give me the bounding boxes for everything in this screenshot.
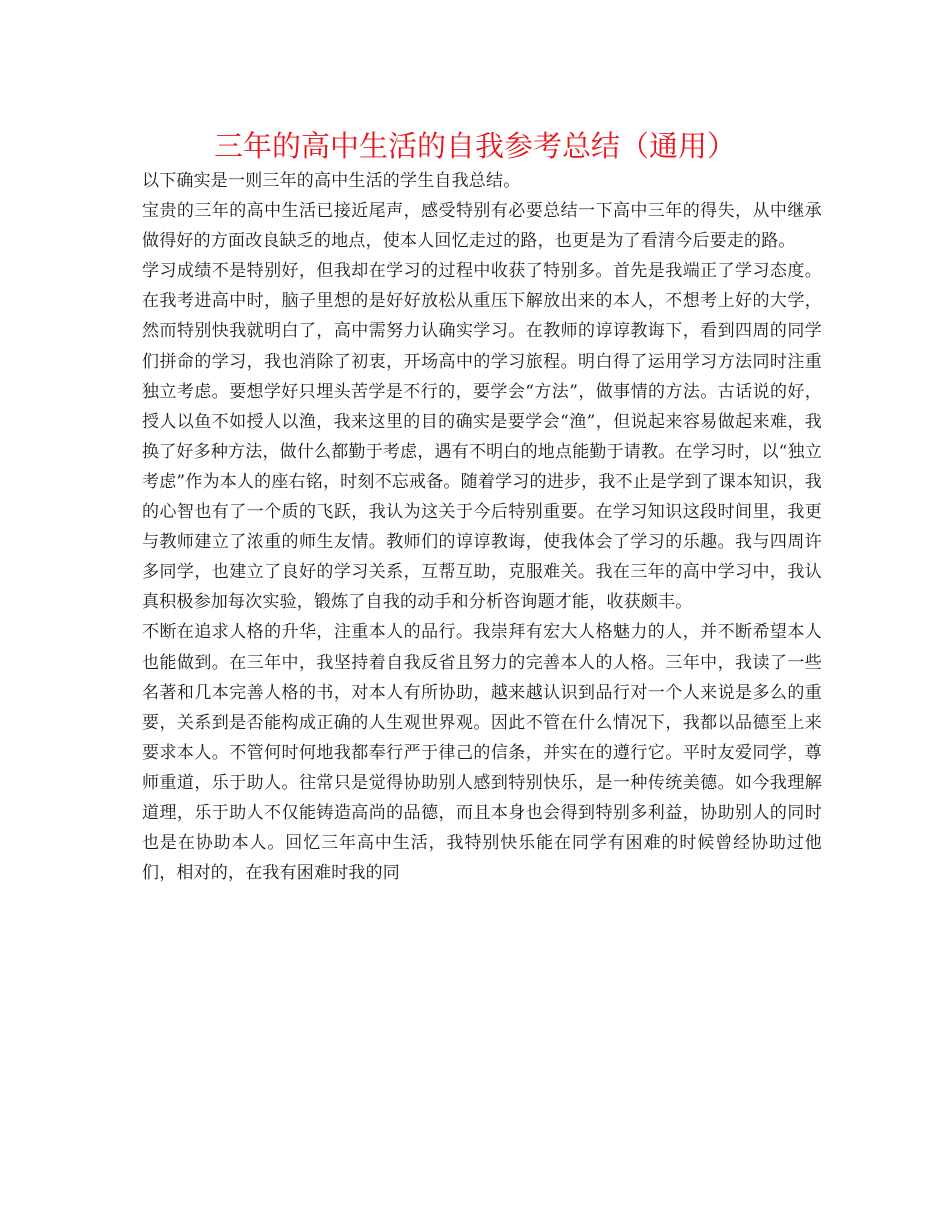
document-body bbox=[142, 166, 822, 888]
intro-paragraph: 以下确实是一则三年的高中生活的学生自我总结。 bbox=[142, 171, 521, 191]
character-paragraph: 不断在追求人格的升华，注重本人的品行。我崇拜有宏大人格魅力的人，并不断希望本人也能做到。在三年中，我坚持着自我反省且努力的完善本人的人格。三年中，我读了一些名著和几本完善人格的书，对本人有所协助，越来越认识到品行对一个人来说是多么的重要，关系到是否能构成正确的人生观世界观。因此不管在什么情况下，我都以品德至上来要求本人。不管何时何地我都奉行严于律己的信条，并实在的遵行它。平时友爱同学，尊师重道，乐于助人。往常只是觉得协助别人感到特别快乐，是一种传统美德。如今我理解道理，乐于助人不仅能铸造高尚的品德，而且本身也会得到特别多利益，协助别人的同时也是在协助本人。回忆三年高中生活，我特别快乐能在同学有困难的时候曾经协助过他们，相对的，在我有困难时我的同 bbox=[142, 622, 822, 884]
opening-paragraph: 宝贵的三年的高中生活已接近尾声，感受特别有必要总结一下高中三年的得失，从中继承做得好的方面改良缺乏的地点，使本人回忆走过的路，也更是为了看清今后要走的路。 bbox=[142, 201, 822, 252]
study-paragraph: 学习成绩不是特别好，但我却在学习的过程中收获了特别多。首先是我端正了学习态度。在我考进高中时，脑子里想的是好好放松从重压下解放出来的本人，不想考上好的大学，然而特别快我就明白了，高中需努力认确实学习。在教师的谆谆教诲下，看到四周的同学们拼命的学习，我也消除了初衷，开场高中的学习旅程。明白得了运用学习方法同时注重独立考虑。要想学好只埋头苦学是不行的，要学会“方法”，做事情的方法。古话说的好，授人以鱼不如授人以渔，我来这里的目的确实是要学会“渔”，但说起来容易做起来难，我换了好多种方法，做什么都勤于考虑，遇有不明白的地点能勤于请教。在学习时，以“独立考虑”作为本人的座右铭，时刻不忘戒备。随着学习的进步，我不止是学到了课本知识，我的心智也有了一个质的飞跃，我认为这关于今后特别重要。在学习知识这段时间里，我更与教师建立了浓重的师生友情。教师们的谆谆教诲，使我体会了学习的乐趣。我与四周许多同学，也建立了良好的学习关系，互帮互助，克服难关。我在三年的高中学习中，我认真积极参加每次实验，锻炼了自我的动手和分析咨询题才能，收获颇丰。 bbox=[142, 261, 822, 613]
document-title: 三年的高中生活的自我参考总结（通用） bbox=[213, 129, 736, 163]
